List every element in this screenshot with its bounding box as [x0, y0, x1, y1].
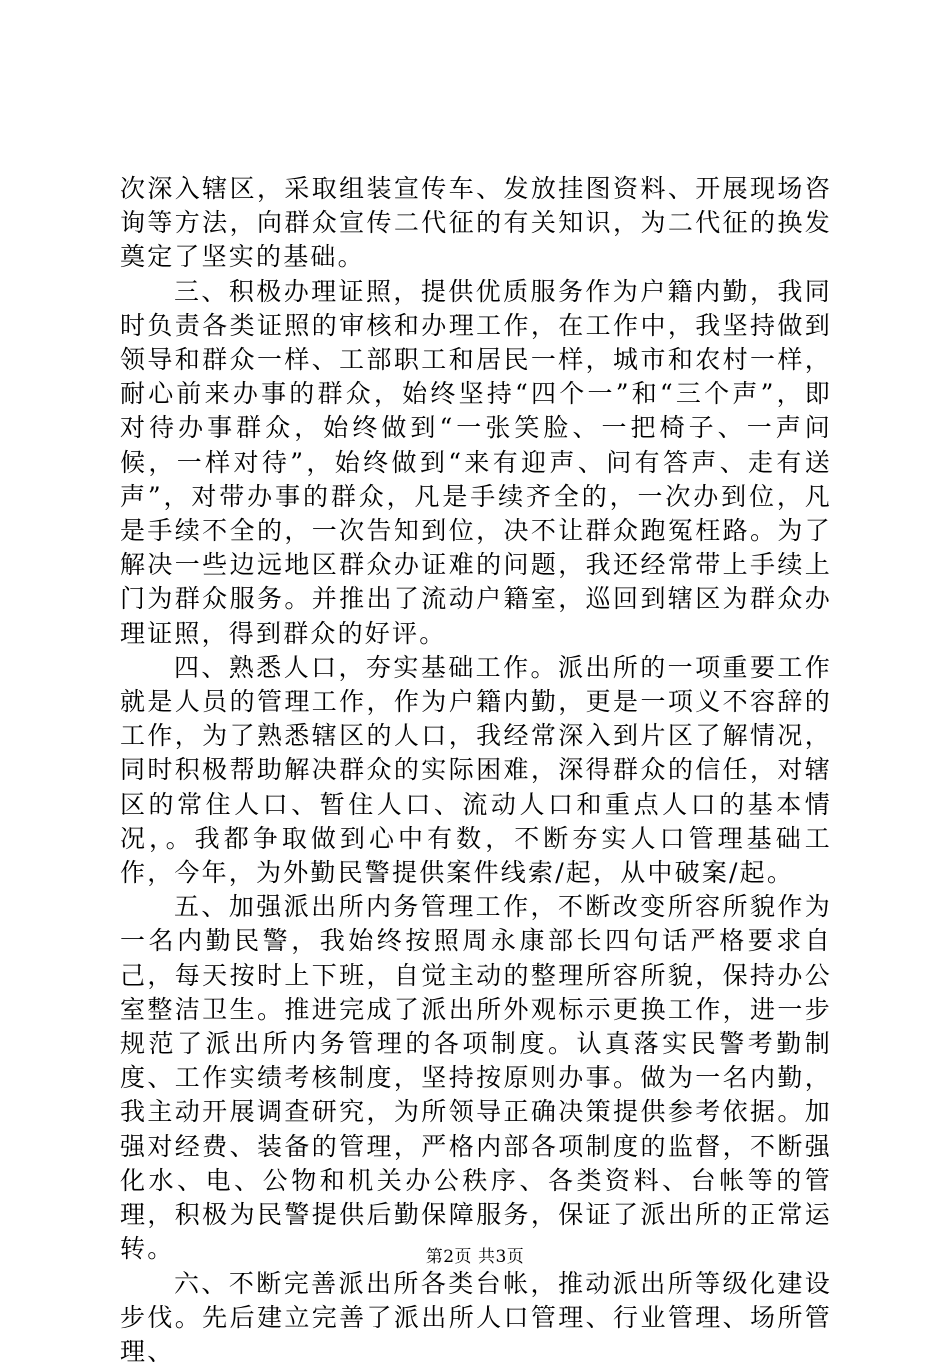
page-number-footer: 第2页 共3页 — [0, 1242, 950, 1267]
paragraph-section-five: 五、加强派出所内务管理工作，不断改变所容所貌作为一名内勤民警，我始终按照周永康部长四句话严格要求自己，每天按时上下班，自觉主动的整理所容所貌，保持办公室整洁卫生。推进完成了派出所外观标示更换工作，进一步规范了派出所内务管理的各项制度。认真落实民警考勤制度、工作实绩考核制度，坚持按原则办事。做为一名内勤，我主动开展调查研究，为所领导正确决策提供参考依据。加强对经费、装备的管理，严格内部各项制度的监督，不断强化水、电、公物和机关办公秩序、各类资料、台帐等的管理，积极为民警提供后勤保障服务，保证了派出所的正常运转。 — [120, 890, 832, 1266]
paragraph-section-four: 四、熟悉人口，夯实基础工作。派出所的一项重要工作就是人员的管理工作，作为户籍内勤，更是一项义不容辞的工作，为了熟悉辖区的人口，我经常深入到片区了解情况，同时积极帮助解决群众的实际困难，深得群众的信任，对辖区的常住人口、暂住人口、流动人口和重点人口的基本情况，。我都争取做到心中有数，不断夯实人口管理基础工作，今年，为外勤民警提供案件线索/起，从中破案/起。 — [120, 651, 832, 890]
paragraph-continuation: 次深入辖区，采取组装宣传车、发放挂图资料、开展现场咨询等方法，向群众宣传二代征的有关知识，为二代征的换发奠定了坚实的基础。 — [120, 172, 832, 275]
paragraph-section-three: 三、积极办理证照，提供优质服务作为户籍内勤，我同时负责各类证照的审核和办理工作，在工作中，我坚持做到领导和群众一样、工部职工和居民一样，城市和农村一样，耐心前来办事的群众，始终坚持“四个一”和“三个声”，即对待办事群众，始终做到“一张笑脸、一把椅子、一声问候，一样对待”，始终做到“来有迎声、问有答声、走有送声”，对带办事的群众，凡是手续齐全的，一次办到位，凡是手续不全的，一次告知到位，决不让群众跑冤枉路。为了解决一些边远地区群众办证难的问题，我还经常带上手续上门为群众服务。并推出了流动户籍室，巡回到辖区为群众办理证照，得到群众的好评。 — [120, 275, 832, 651]
document-body — [120, 172, 832, 1369]
paragraph-section-six: 六、不断完善派出所各类台帐，推动派出所等级化建设步伐。先后建立完善了派出所人口管理、行业管理、场所管理、 — [120, 1267, 832, 1369]
